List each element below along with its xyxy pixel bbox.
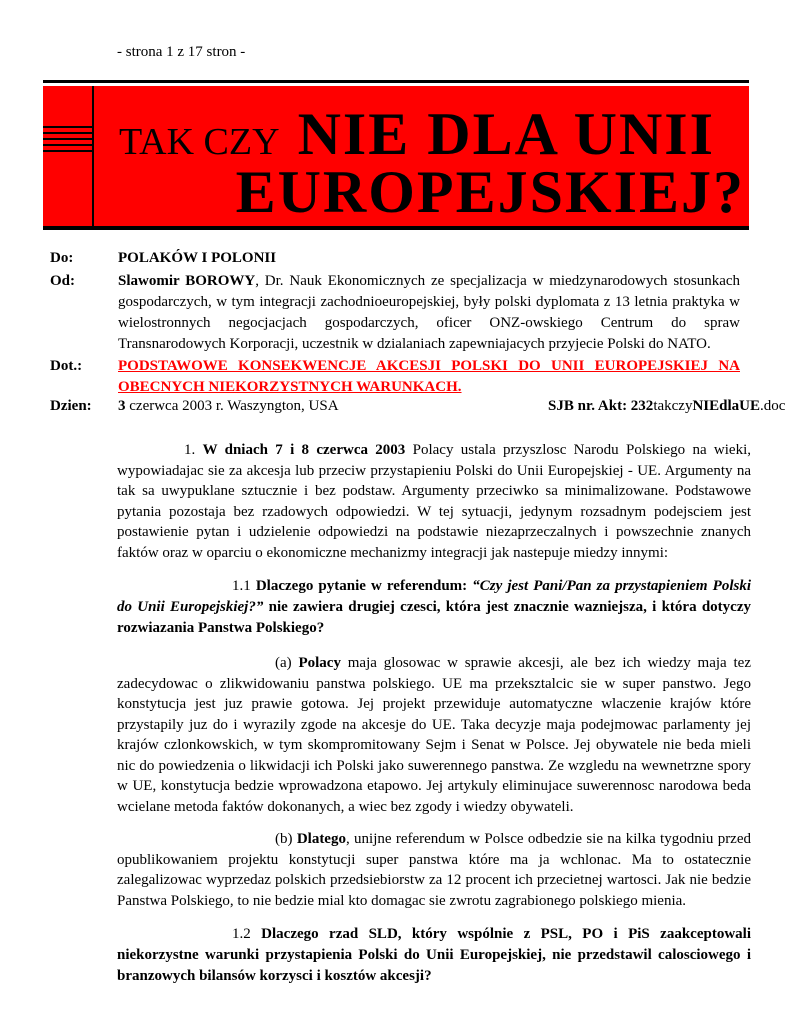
od-label: Od: (50, 273, 76, 289)
q12-bold: Dlaczego rzad SLD, który wspólnie z PSL, PO i PiS zaakceptowali niekorzystne warunki przystapienia Polski do Unii Europejskiej, nie przedstawil calosciowego i branzowych bilansów korzysci i kosztów akcesji? (117, 926, 752, 984)
p1-bold: W dniach 7 i 8 czerwca 2003 (202, 442, 406, 458)
dzien-date-place: czerwca 2003 r. Waszyngton, USA (125, 398, 339, 414)
paragraph-b (117, 829, 751, 911)
do-value: POLAKÓW I POLONII (118, 250, 277, 266)
od-name: Slawomir BOROWY (118, 273, 256, 289)
paragraph-a (117, 653, 751, 817)
banner-big-text-2: EUROPEJSKIEJ? (235, 159, 745, 225)
od-description: , Dr. Nauk Ekonomicznych ze specjalizacja w miedzynarodowych stosunkach gospodarczych, w tym integracji zachodnioeuropejskiej, były polski dyplomata z 13 letnia praktyka w wielostronnych negocjacjach gospodarczych, oficer ONZ-owskiego Centrum do spraw Transnarodowych Korporacji, uczestnik w dzialaniach zapewniajacych przyjecie Polski do NATO. (118, 273, 741, 352)
p1-number: 1. (184, 442, 203, 458)
q11-number: 1.1 (232, 578, 256, 594)
paragraph-1 (117, 440, 751, 563)
pa-text: maja glosowac w sprawie akcesji, ale bez ich wiedzy maja tez zadecydowac o zlikwidowaniu panstwa polskiego. UE ma przeksztalcic sie w super panstwo. Jego konstytucja jest juz prawie gotowa. Jej projekt przewiduje automatyczne wlaczenie krajów które przystapily juz do i wyrazily zgode na akcesje do UE. Taka decyzje maja podejmowac parlamenty jej krajów czlonkowskich, w tym skompromitowany Sejm i Senat w Polsce. Jej obywatele nie beda mieli nic do powiedzenia o likwidacji ich Polski jako suwerennego panstwa. Ze wzgledu na wewnetrzne spory w UE, konstytucja bedzie wprowadzona etapowo. Jej artykuly eliminujace suwerennosc narodowa beda wcielane metoda faktów dokonanych, a wiec bez zgody i wiedzy obywateli. (117, 655, 751, 815)
do-label: Do: (50, 250, 74, 266)
od-value (118, 271, 740, 355)
banner-stripe (43, 132, 92, 134)
q12-number: 1.2 (232, 926, 262, 942)
q11-bold: Dlaczego pytanie w referendum: (255, 578, 473, 594)
title-banner (43, 86, 749, 226)
banner-top-rule (43, 80, 749, 83)
akt-file-b: NIEdlaUE (692, 398, 760, 414)
pb-text: , unijne referendum w Polsce odbedzie sie na kilka tygodniu przed opublikowaniem projektu konstytucji super panstwa które ma ja wchlonac. Ma to ostatecznie zalegalizowac wyprzedaz polskich przedsiebiorstw za 12 procent ich przecietnej wartosci. Jak nie bedzie Panstwa Polskiego, to nie bedzie mial kto domagac sie zwrotu zagrabionego polskiego mienia. (117, 831, 751, 909)
q11-rest: nie zawiera drugiej czesci, która jest znacznie wazniejsza, i która dotyczy rozwiazania Panstwa Polskiego? (117, 599, 751, 636)
banner-stripe (43, 150, 92, 152)
pa-bold: Polacy (298, 655, 341, 671)
akt-label: SJB nr. Akt: 232 (548, 398, 654, 414)
akt-reference (548, 396, 785, 417)
pb-bold: Dlatego (296, 831, 346, 847)
dot-label: Dot.: (50, 358, 83, 374)
banner-small-text: TAK CZY (119, 121, 280, 163)
banner-bottom-rule (43, 226, 749, 230)
banner-big-text-1: NIE DLA UNII (297, 101, 715, 167)
dot-subject-link[interactable]: PODSTAWOWE KONSEKWENCJE AKCESJI POLSKI DO UNII EUROPEJSKIEJ NA OBECNYCH NIEKORZYSTNYCH WARUNKACH. (118, 358, 740, 395)
dzien-day: 3 (118, 398, 126, 414)
page-indicator: - strona 1 z 17 stron - (117, 44, 246, 60)
banner-stripe (43, 144, 92, 146)
p1-text: Polacy ustala przyszlosc Narodu Polskiego na wieki, wypowiadajac sie za akcesja lub przeciw przystapieniu Polski do Unii Europejskiej - UE. Argumenty na tak sa uwypuklane sztucznie i bez podstaw. Argumenty przeciwko sa minimalizowane. Podstawowe pytania pozostaja bez rzadowych odpowiedzi. W tej sytuacji, jedynym rozsadnym podejsciem jest postawienie pytan i udzielenie odpowiedzi na podstawie niezaprzeczalnych i powszechnie znanych faktów oraz w oparciu o ekonomiczne mechanizmy integracji jak nastepuje miedzy innymi: (117, 442, 752, 561)
q11-italic: “Czy jest Pani/Pan za przystapieniem Polski do Unii Europejskiej?” (117, 578, 752, 615)
akt-file-a: takczy (653, 398, 693, 414)
dzien-label: Dzien: (50, 398, 92, 414)
question-1-1 (117, 576, 751, 639)
banner-vertical-rule (92, 86, 94, 226)
pb-number: (b) (275, 831, 297, 847)
banner-stripe (43, 126, 92, 128)
question-1-2 (117, 924, 751, 987)
banner-stripe (43, 138, 92, 140)
akt-file-c: .doc (759, 398, 786, 414)
pa-number: (a) (275, 655, 299, 671)
